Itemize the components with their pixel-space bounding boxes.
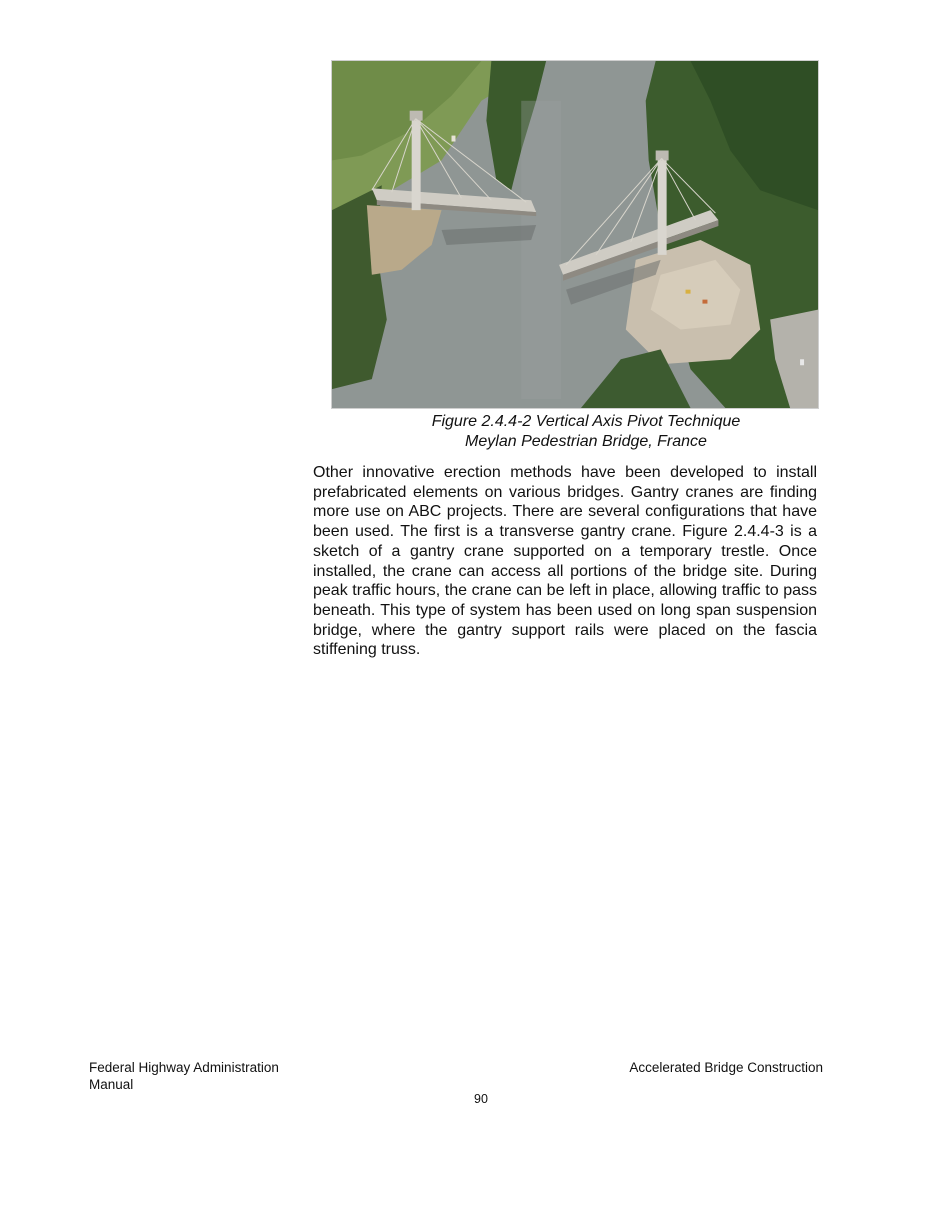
footer-document-title: Accelerated Bridge Construction <box>629 1060 823 1075</box>
footer-publisher <box>89 1059 319 1093</box>
figure-caption-subtitle: Meylan Pedestrian Bridge, France <box>465 433 707 450</box>
figure-caption-title: Figure 2.4.4-2 Vertical Axis Pivot Technique <box>431 413 741 430</box>
body-paragraph: Other innovative erection methods have been developed to install prefabricated elements on various bridges. Gantry cranes are finding more use on ABC projects. There are several configurations that have been used. The first is a transverse gantry crane. Figure 2.4.4-3 is a sketch of a gantry crane supported on a temporary trestle. Once installed, the crane can access all portions of the bridge site. During peak traffic hours, the crane can be left in place, allowing traffic to pass beneath. This type of system has been used on long span suspension bridge, where the gantry support rails were placed on the fascia stiffening truss. <box>313 464 817 659</box>
bridge-photo-illustration <box>332 61 818 408</box>
bridge-aerial-photo <box>331 60 819 409</box>
footer-publisher-line2: Manual <box>89 1077 134 1092</box>
page-number: 90 <box>474 1092 488 1106</box>
footer-publisher-line1: Federal Highway Administration <box>89 1060 279 1075</box>
